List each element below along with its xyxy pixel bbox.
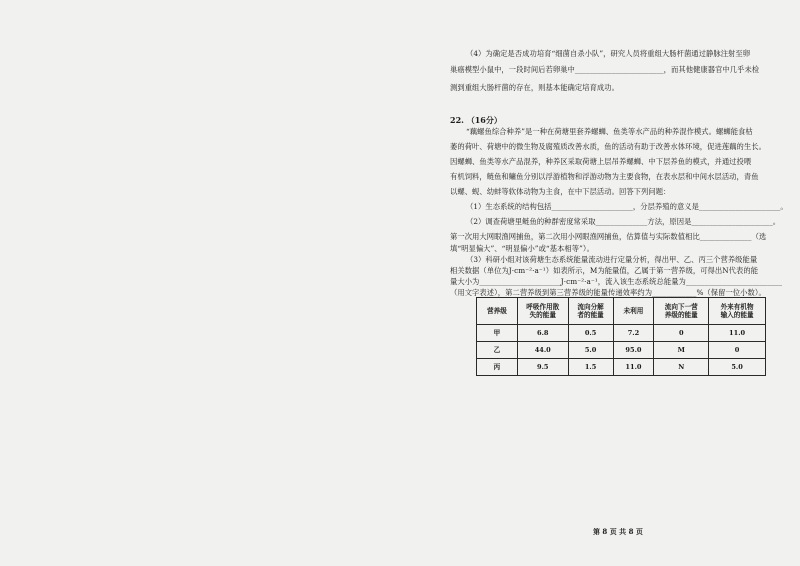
q22-part3-line3: 量大小为______________________J·cm⁻²·a⁻¹，流入该生态系统总能量为__________________________ xyxy=(450,277,783,286)
table-cell: 5.0 xyxy=(709,359,766,376)
q22-intro-line2: 萎的荷叶、荷塘中的微生物及腐殖质改善水质，鱼的活动有助于改善水体环境，促进莲藕的生长。 xyxy=(450,142,766,151)
table-cell: N xyxy=(654,359,709,376)
table-header-cell: 营养级 xyxy=(477,298,518,325)
q22-part2-line3: 填“明显偏大”、“明显偏小”或“基本相等”）。 xyxy=(450,244,594,253)
q22-intro-line1: “藕螺鱼综合种养”是一种在荷塘里套养螺蛳、鱼类等水产品的种养混作模式。螺蛳能食枯 xyxy=(466,127,753,136)
table-cell: 丙 xyxy=(477,359,518,376)
table-header-cell: 流向分解 者的能量 xyxy=(568,298,613,325)
table-cell: 9.5 xyxy=(517,359,568,376)
q22-part3-line4: （用文字表述），第二营养级到第三营养级的能量传递效率约为____________%（保留一位小数）。 xyxy=(450,288,766,297)
q22-intro-line4: 有机饲料，鲢鱼和鳙鱼分别以浮游植物和浮游动物为主要食物，在表水层和中间水层活动，青鱼 xyxy=(450,172,759,181)
table-cell: 7.2 xyxy=(613,325,654,342)
table-cell: 11.0 xyxy=(709,325,766,342)
q22-part3-line2: 相关数据（单位为J·cm⁻²·a⁻¹）如表所示，M为能量值，乙属于第一营养级，可得出N代表的能 xyxy=(450,266,759,275)
table-header-cell: 呼吸作用散 失的能量 xyxy=(517,298,568,325)
page-footer: 第 8 页 共 8 页 xyxy=(593,527,643,536)
energy-flow-table xyxy=(476,297,766,376)
table-cell: 0 xyxy=(709,342,766,359)
table-cell: 乙 xyxy=(477,342,518,359)
table-cell: 0.5 xyxy=(568,325,613,342)
table-cell: 95.0 xyxy=(613,342,654,359)
q22-intro-line3: 因螺蛳、鱼类等水产品混养，种养区采取荷塘上层吊养螺蛳、中下层养鱼的模式，并通过投喂 xyxy=(450,157,752,166)
table-cell: 11.0 xyxy=(613,359,654,376)
q22-part1: （1）生态系统的结构包括______________________，分层养殖的意义是______________________。 xyxy=(466,202,788,211)
table-cell: M xyxy=(654,342,709,359)
q22-part3-line1: （3）科研小组对该荷塘生态系统能量流动进行定量分析，得出甲、乙、丙三个营养级能量 xyxy=(466,255,758,264)
table-header-cell: 未利用 xyxy=(613,298,654,325)
q21-part4-line2: 巢癌模型小鼠中，一段时间后若卵巢中________________________，而其他健康器官中几乎未检 xyxy=(450,65,760,74)
q22-part2-line2: 第一次用大网眼渔网捕鱼，第二次用小网眼渔网捕鱼，估算值与实际数值相比______________（选 xyxy=(450,232,767,241)
table-row xyxy=(477,325,766,342)
table-header-cell: 外来有机物 输入的能量 xyxy=(709,298,766,325)
table-header-cell: 流向下一营 养级的能量 xyxy=(654,298,709,325)
q22-part2-line1: （2）调查荷塘里鲢鱼的种群密度常采取______________方法，原因是______________________。 xyxy=(466,217,781,226)
table-cell: 甲 xyxy=(477,325,518,342)
q21-part4-line3: 测到重组大肠杆菌的存在，则基本能确定培育成功。 xyxy=(450,83,619,92)
table-cell: 0 xyxy=(654,325,709,342)
table-cell: 44.0 xyxy=(517,342,568,359)
question-22-number: 22. （16分） xyxy=(450,115,502,125)
q22-intro-line5: 以螺、蚬、幼蚌等软体动物为主食，在中下层活动。回答下列问题： xyxy=(450,187,671,196)
table-row xyxy=(477,359,766,376)
q21-part4-line1: （4）为确定是否成功培育“细菌自杀小队”，研究人员将重组大肠杆菌通过静脉注射至卵 xyxy=(466,49,751,58)
table-cell: 5.0 xyxy=(568,342,613,359)
table-header-row xyxy=(477,298,766,325)
table-row xyxy=(477,342,766,359)
table-cell: 1.5 xyxy=(568,359,613,376)
table-cell: 6.8 xyxy=(517,325,568,342)
